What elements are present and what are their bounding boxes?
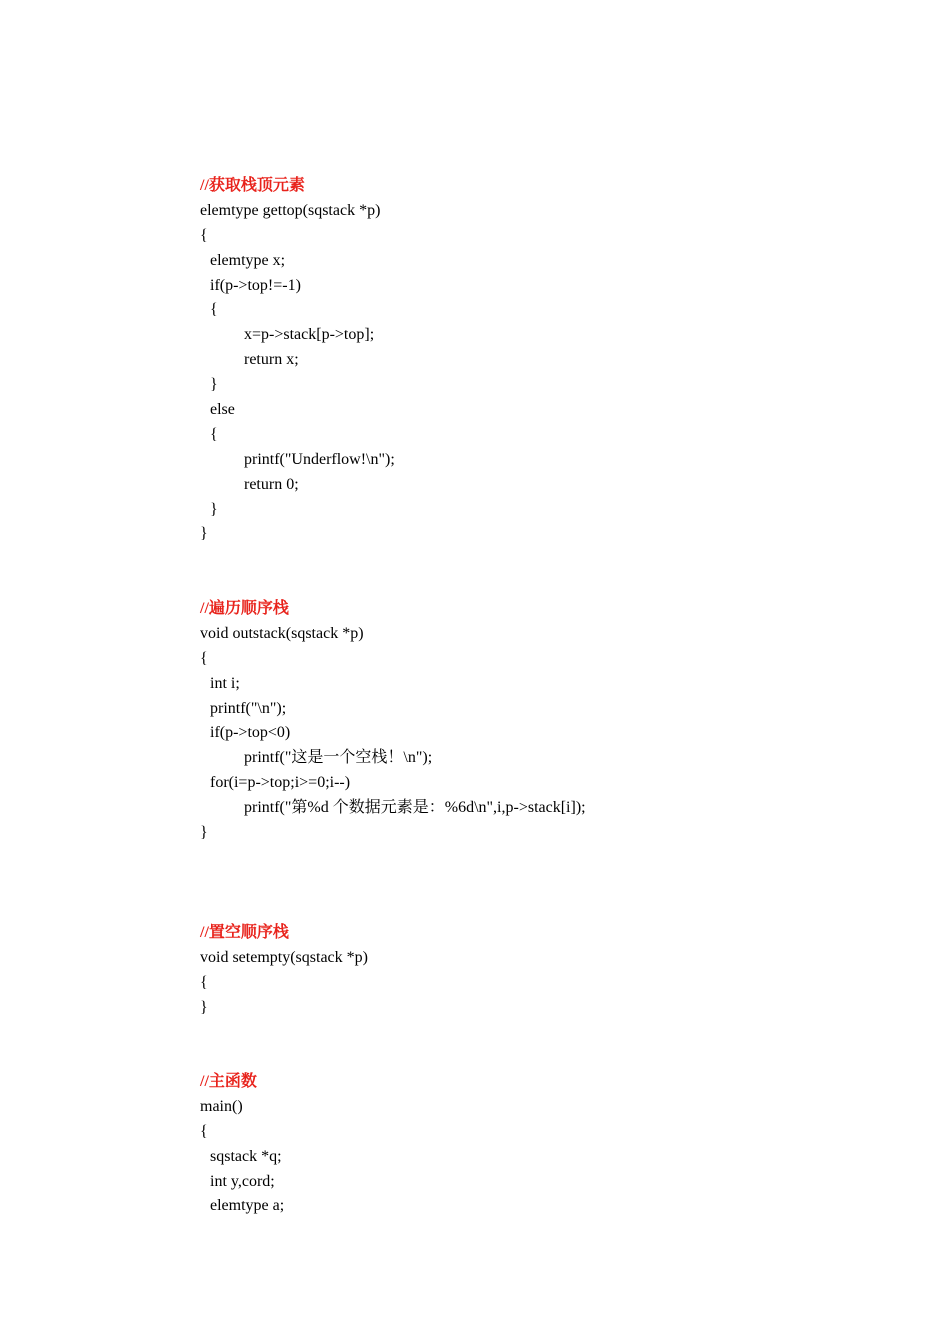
code-line: int y,cord;	[210, 1172, 275, 1190]
code-line: elemtype a;	[210, 1197, 285, 1215]
code-line: }	[200, 824, 208, 842]
code-line: void outstack(sqstack *p)	[200, 624, 364, 642]
code-line: {	[200, 1122, 208, 1140]
code-section-outstack	[200, 597, 586, 846]
code-line: main()	[200, 1097, 243, 1115]
code-section-setempty	[200, 921, 368, 1021]
code-line: int i;	[210, 674, 240, 692]
code-line: {	[210, 301, 218, 319]
code-line: x=p->stack[p->top];	[244, 326, 375, 344]
section-comment: //遍历顺序栈	[200, 600, 289, 617]
code-line: }	[200, 525, 208, 543]
code-line: if(p->top!=-1)	[210, 276, 301, 294]
section-comment: //主函数	[200, 1073, 257, 1090]
code-line: {	[200, 649, 208, 667]
code-line: printf("第%d 个数据元素是：%6d\n",i,p->stack[i]);	[244, 799, 586, 817]
code-line: else	[210, 401, 235, 419]
code-line: }	[200, 998, 208, 1016]
code-line: {	[210, 425, 218, 443]
code-line: }	[210, 500, 218, 518]
code-line: }	[210, 376, 218, 394]
section-comment: //获取栈顶元素	[200, 177, 305, 194]
code-line: {	[200, 226, 208, 244]
code-line: elemtype x;	[210, 251, 286, 269]
code-line: void setempty(sqstack *p)	[200, 948, 368, 966]
code-line: elemtype gettop(sqstack *p)	[200, 201, 381, 219]
code-section-gettop	[200, 174, 395, 547]
code-line: printf("\n");	[210, 699, 287, 717]
code-line: printf("Underflow!\n");	[244, 450, 395, 468]
code-line: {	[200, 973, 208, 991]
code-line: return 0;	[244, 475, 299, 493]
section-comment: //置空顺序栈	[200, 924, 289, 941]
code-section-main	[200, 1070, 284, 1219]
code-line: return x;	[244, 351, 299, 369]
code-line: for(i=p->top;i>=0;i--)	[210, 774, 351, 792]
code-line: sqstack *q;	[210, 1147, 282, 1165]
code-line: printf("这是一个空栈！\n");	[244, 749, 433, 767]
code-line: if(p->top<0)	[210, 724, 291, 742]
